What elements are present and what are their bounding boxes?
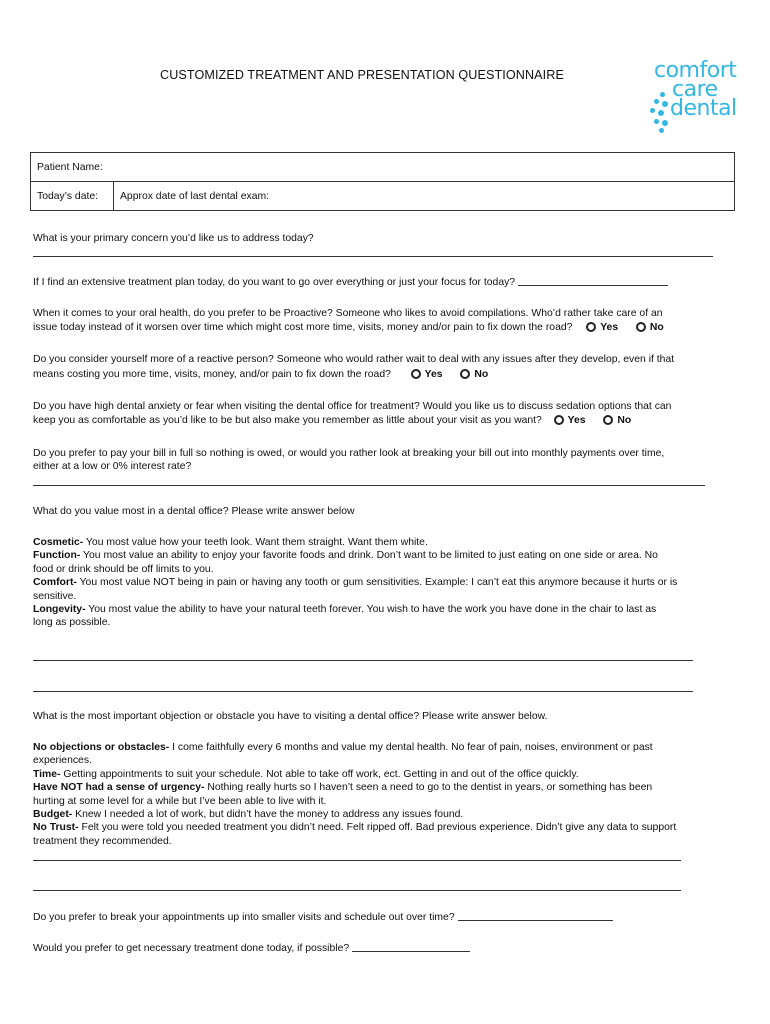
value-text: You most value NOT being in pain or having any tooth or gum sensitivities. Example: I can’t eat this anymore because it hurts or is (76, 577, 678, 589)
objection-text: Nothing really hurts so I haven’t seen a need to go to the dentist in years, or something has been (204, 782, 653, 794)
value-comfort (33, 576, 743, 589)
objection-none-cont: experiences. (33, 755, 92, 767)
anxiety-yes-label: Yes (567, 415, 586, 426)
comfort-care-dental-logo (648, 58, 738, 132)
objection-trust (33, 821, 743, 834)
anxiety-no-radio[interactable] (603, 415, 613, 425)
objection-text: Felt you were told you needed treatment you didn’t need. Felt ripped off. Bad previous experience. Didn’t give any data to support (78, 822, 677, 834)
answer-line[interactable] (33, 860, 681, 861)
value-term: Longevity- (33, 604, 86, 616)
objection-urgency-cont: hurting at some level for a while but I’ve been able to live with it. (33, 795, 327, 807)
value-cosmetic (33, 536, 743, 549)
proactive-no-radio[interactable] (636, 322, 646, 332)
value-term: Function- (33, 550, 81, 562)
objection-none (33, 741, 743, 754)
values-list (33, 536, 743, 630)
objection-text: Knew I needed a lot of work, but didn’t have the money to address any issues found. (72, 809, 464, 821)
question-treatment-today-text: Would you prefer to get necessary treatment done today, if possible? (33, 943, 350, 954)
value-function (33, 549, 743, 562)
objection-time (33, 768, 743, 781)
logo-word-comfort: comfort (654, 58, 737, 83)
value-longevity-cont: long as possible. (33, 617, 111, 629)
question-objections: What is the most important objection or obstacle you have to visiting a dental office? Please write answer below. (33, 711, 548, 722)
value-comfort-cont: sensitive. (33, 590, 77, 602)
objection-urgency (33, 781, 743, 794)
question-anxiety-line2 (33, 414, 631, 427)
answer-line[interactable] (33, 256, 713, 257)
objection-term: No Trust- (33, 822, 79, 834)
objection-term: Budget- (33, 809, 73, 821)
objection-trust-cont: treatment they recommended. (33, 835, 172, 847)
value-term: Cosmetic- (33, 537, 84, 548)
reactive-yes-label: Yes (424, 369, 443, 380)
logo-word-care: care (672, 77, 718, 102)
value-text: You most value the ability to have your natural teeth forever. You wish to have the work you have done in the chair to last as (85, 604, 657, 616)
objection-budget (33, 808, 743, 821)
objection-term: No objections or obstacles- (33, 742, 170, 753)
objection-term: Have NOT had a sense of urgency- (33, 782, 205, 794)
objection-text: Getting appointments to suit your schedule. Not able to take off work, ect. Getting in and out of the office quickly. (60, 768, 579, 780)
last-exam-label: Approx date of last dental exam: (120, 190, 270, 202)
anxiety-yes-radio[interactable] (554, 415, 564, 425)
logo-dots-icon (648, 92, 670, 132)
value-text: You most value an ability to enjoy your favorite foods and drink. Don’t want to be limited to just eating on one side or area. No (80, 550, 658, 562)
document-title: CUSTOMIZED TREATMENT AND PRESENTATION QUESTIONNAIRE (160, 68, 564, 82)
todays-date-field[interactable] (31, 182, 114, 211)
value-term: Comfort- (33, 577, 77, 589)
answer-blank[interactable] (458, 910, 613, 921)
question-reactive-text: means costing you more time, visits, money, and/or pain to fix down the road? (33, 369, 391, 380)
question-proactive-line1: When it comes to your oral health, do you prefer to be Proactive? Someone who likes to avoid compilations. Who’d rather take care of an (33, 308, 663, 319)
answer-blank[interactable] (352, 941, 470, 952)
answer-line[interactable] (33, 890, 681, 891)
proactive-yes-radio[interactable] (586, 322, 596, 332)
value-text: You most value how your teeth look. Want them straight. Want them white. (83, 537, 428, 548)
objection-term: Time- (33, 768, 61, 780)
reactive-yes-radio[interactable] (411, 369, 421, 379)
question-proactive-text: issue today instead of it worsen over time which might cost more time, visits, money and/or pain to fix down the road? (33, 322, 573, 333)
question-anxiety-line1: Do you have high dental anxiety or fear when visiting the dental office for treatment? Would you like us to discuss sedation options that can (33, 401, 672, 412)
question-reactive-line1: Do you consider yourself more of a reactive person? Someone who would rather wait to deal with any issues after they develop, even if that (33, 354, 675, 365)
question-proactive-line2 (33, 321, 664, 334)
answer-line[interactable] (33, 691, 693, 692)
reactive-no-radio[interactable] (460, 369, 470, 379)
proactive-no-label: No (649, 322, 664, 333)
question-payment-line2: either at a low or 0% interest rate? (33, 461, 192, 472)
question-treatment-plan-text: If I find an extensive treatment plan today, do you want to go over everything or just your focus for today? (33, 277, 516, 288)
question-smaller-visits-text: Do you prefer to break your appointments up into smaller visits and schedule out over time? (33, 912, 455, 923)
patient-name-field[interactable] (31, 153, 735, 182)
answer-blank[interactable] (518, 275, 668, 286)
objections-list (33, 741, 743, 848)
anxiety-no-label: No (617, 415, 632, 426)
proactive-yes-label: Yes (600, 322, 619, 333)
question-payment-line1: Do you prefer to pay your bill in full so nothing is owed, or would you rather look at breaking your bill out into monthly payments over time, (33, 448, 665, 459)
question-treatment-today (33, 941, 470, 955)
reactive-no-label: No (474, 369, 489, 380)
answer-line[interactable] (33, 485, 705, 486)
answer-line[interactable] (33, 660, 693, 661)
question-treatment-plan (33, 275, 668, 289)
question-primary-concern: What is your primary concern you’d like us to address today? (33, 233, 314, 244)
objection-text: I come faithfully every 6 months and value my dental health. No fear of pain, noises, environment or past (169, 742, 653, 753)
question-reactive-line2 (33, 368, 488, 381)
question-anxiety-text: keep you as comfortable as you’d like to be but also make you remember as little about your visit as you want? (33, 415, 542, 426)
value-longevity (33, 603, 743, 616)
todays-date-label: Today’s date: (37, 190, 99, 202)
logo-word-dental: dental (670, 96, 737, 121)
patient-name-label: Patient Name: (37, 161, 103, 173)
value-function-cont: food or drink should be off limits to you. (33, 563, 214, 575)
question-values: What do you value most in a dental office? Please write answer below (33, 506, 355, 517)
patient-info-table (30, 152, 735, 211)
last-exam-date-field[interactable] (114, 182, 735, 211)
question-smaller-visits (33, 910, 613, 924)
